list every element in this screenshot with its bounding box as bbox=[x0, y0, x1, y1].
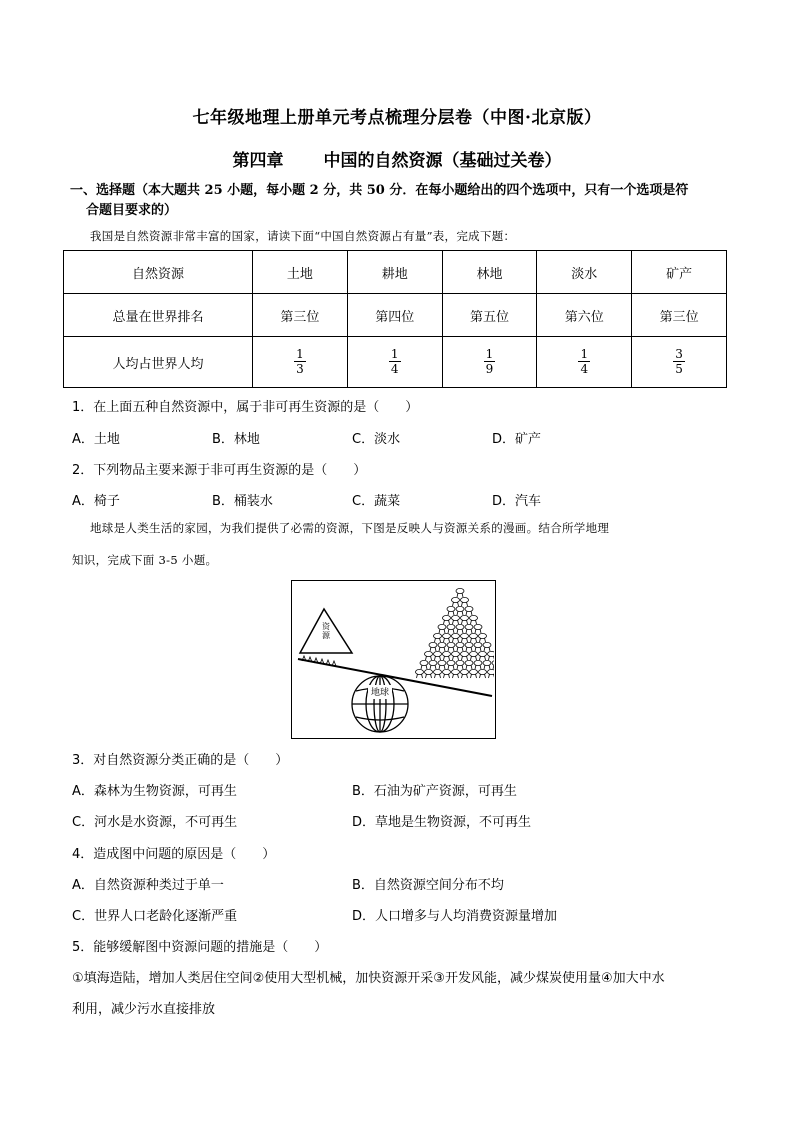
question-5-measures-line2: 利用，减少污水直接排放 bbox=[72, 1002, 216, 1017]
crowd-person bbox=[456, 624, 464, 629]
question-4-option-b[interactable]: B．自然资源空间分布不均 bbox=[352, 878, 504, 893]
crowd-person bbox=[429, 642, 437, 647]
section-heading-line2: 合题目要求的） bbox=[86, 203, 178, 218]
crowd-person bbox=[465, 660, 473, 665]
fraction: $\frac{1}{4}$ bbox=[390, 347, 399, 376]
comic-figure bbox=[291, 580, 496, 739]
crowd-person bbox=[416, 669, 424, 674]
question-3-option-b[interactable]: B．石油为矿产资源，可再生 bbox=[352, 784, 517, 799]
crowd-person bbox=[483, 660, 491, 665]
question-2-stem: 2．下列物品主要来源于非可再生资源的是（ ） bbox=[72, 463, 367, 478]
crowd-person bbox=[434, 669, 442, 674]
table-cell bbox=[442, 337, 537, 388]
table-cell bbox=[253, 337, 348, 388]
crowd-person bbox=[443, 615, 451, 620]
table-cell: 第三位 bbox=[632, 294, 727, 337]
table-header-row bbox=[64, 251, 727, 294]
crowd-person bbox=[492, 660, 494, 665]
chapter-name: 中国的自然资源（基础过关卷） bbox=[323, 151, 562, 171]
question-3-option-c[interactable]: C．河水是水资源，不可再生 bbox=[72, 815, 238, 830]
table-header: 自然资源 bbox=[64, 251, 253, 294]
table-header: 矿产 bbox=[632, 251, 727, 294]
crowd-person bbox=[443, 633, 451, 638]
crowd-person bbox=[456, 642, 464, 647]
crowd-person bbox=[456, 588, 464, 593]
table-cell: 第三位 bbox=[253, 294, 348, 337]
question-4-option-c[interactable]: C．世界人口老龄化逐渐严重 bbox=[72, 909, 238, 924]
row-label: 总量在世界排名 bbox=[64, 294, 253, 337]
crowd-person bbox=[434, 651, 442, 656]
crowd-person bbox=[447, 606, 455, 611]
table-row bbox=[64, 294, 727, 337]
question-5-measures-line1: ①填海造陆，增加人类居住空间②使用大型机械，加快资源开采③开发风能，减少煤炭使用量④加大中水 bbox=[72, 971, 665, 986]
crowd-person bbox=[438, 642, 446, 647]
crowd-person bbox=[425, 651, 433, 656]
question-3-option-d[interactable]: D．草地是生物资源，不可再生 bbox=[352, 815, 532, 830]
crowd-person bbox=[452, 633, 460, 638]
comic-intro-line2: 知识，完成下面 3-5 小题。 bbox=[72, 553, 218, 567]
question-4-stem: 4．造成图中问题的原因是（ ） bbox=[72, 847, 276, 862]
question-4-option-a[interactable]: A．自然资源种类过于单一 bbox=[72, 878, 224, 893]
question-3-option-a[interactable]: A．森林为生物资源，可再生 bbox=[72, 784, 237, 799]
crowd-person-legs bbox=[493, 665, 494, 669]
question-2-option-a[interactable]: A．椅子 bbox=[72, 494, 120, 509]
crowd-person bbox=[452, 651, 460, 656]
crowd-person bbox=[461, 615, 469, 620]
crowd-person bbox=[474, 642, 482, 647]
question-2-option-d[interactable]: D．汽车 bbox=[492, 494, 542, 509]
table-header: 耕地 bbox=[347, 251, 442, 294]
table-cell bbox=[632, 337, 727, 388]
crowd-person bbox=[479, 651, 487, 656]
crowd-person bbox=[488, 651, 495, 656]
crowd-person bbox=[456, 606, 464, 611]
crowd-person bbox=[470, 615, 478, 620]
comic-intro-line1: 地球是人类生活的家园，为我们提供了必需的资源，下图是反映人与资源关系的漫画。结合所学地理 bbox=[90, 521, 610, 535]
page-title: 七年级地理上册单元考点梳理分层卷（中图·北京版） bbox=[192, 108, 602, 128]
table-header: 林地 bbox=[442, 251, 537, 294]
resource-table bbox=[63, 250, 727, 388]
crowd-person bbox=[429, 660, 437, 665]
question-1-option-c[interactable]: C．淡水 bbox=[352, 432, 401, 447]
crowd-person bbox=[461, 651, 469, 656]
fraction: $\frac{1}{3}$ bbox=[296, 347, 304, 376]
crowd-person bbox=[465, 606, 473, 611]
crowd-person bbox=[443, 651, 451, 656]
fraction: $\frac{1}{9}$ bbox=[485, 347, 494, 376]
fraction: $\frac{1}{4}$ bbox=[580, 347, 589, 376]
section-heading-line1: 一、选择题（本大题共 25 小题，每小题 2 分，共 50 分．在每小题给出的四个选项中，只有一个选项是符 bbox=[70, 183, 689, 198]
table-cell bbox=[537, 337, 632, 388]
crowd-person bbox=[465, 642, 473, 647]
question-1-option-d[interactable]: D．矿产 bbox=[492, 432, 542, 447]
table-cell: 第五位 bbox=[442, 294, 537, 337]
crowd-person bbox=[461, 633, 469, 638]
crowd-person bbox=[443, 669, 451, 674]
crowd-person bbox=[465, 624, 473, 629]
crowd-person bbox=[474, 624, 482, 629]
question-2-option-b[interactable]: B．桶装水 bbox=[212, 494, 273, 509]
crowd-person bbox=[470, 669, 478, 674]
table-cell: 第六位 bbox=[537, 294, 632, 337]
crowd-person bbox=[438, 624, 446, 629]
chapter-title bbox=[0, 146, 794, 171]
question-1-option-b[interactable]: B．林地 bbox=[212, 432, 260, 447]
crowd-person bbox=[447, 660, 455, 665]
crowd-person bbox=[420, 660, 428, 665]
question-2-option-c[interactable]: C．蔬菜 bbox=[352, 494, 401, 509]
triangle-label: 资源 bbox=[322, 622, 330, 640]
crowd-person bbox=[434, 633, 442, 638]
crowd-person bbox=[474, 660, 482, 665]
fraction: $\frac{3}{5}$ bbox=[675, 347, 683, 376]
globe-label: 地球 bbox=[370, 688, 389, 698]
crowd-person bbox=[438, 660, 446, 665]
table-intro: 我国是自然资源非常丰富的国家，请读下面“中国自然资源占有量”表，完成下题： bbox=[90, 229, 516, 243]
question-1-stem: 1．在上面五种自然资源中，属于非可再生资源的是（ ） bbox=[72, 400, 419, 415]
crowd-person bbox=[447, 642, 455, 647]
question-3-stem: 3．对自然资源分类正确的是（ ） bbox=[72, 753, 289, 768]
table-cell bbox=[347, 337, 442, 388]
table-cell: 第四位 bbox=[347, 294, 442, 337]
crowd-person bbox=[447, 624, 455, 629]
comic-drawing bbox=[292, 581, 494, 737]
crowd-person bbox=[461, 597, 469, 602]
crowd-person bbox=[488, 669, 495, 674]
row-label: 人均占世界人均 bbox=[64, 337, 253, 388]
crowd-person bbox=[483, 642, 491, 647]
crowd-person bbox=[425, 669, 433, 674]
crowd-person bbox=[479, 633, 487, 638]
chapter-number: 第四章 bbox=[232, 151, 284, 171]
table-row bbox=[64, 337, 727, 388]
crowd-person bbox=[479, 669, 487, 674]
crowd-person bbox=[456, 660, 464, 665]
crowd-person bbox=[452, 597, 460, 602]
crowd-person bbox=[461, 669, 469, 674]
question-5-stem: 5．能够缓解图中资源问题的措施是（ ） bbox=[72, 940, 328, 955]
table-header: 土地 bbox=[253, 251, 348, 294]
crowd-person bbox=[470, 633, 478, 638]
crowd-pyramid bbox=[416, 588, 495, 678]
question-4-option-d[interactable]: D．人口增多与人均消费资源量增加 bbox=[352, 909, 558, 924]
table-header: 淡水 bbox=[537, 251, 632, 294]
crowd-person bbox=[452, 669, 460, 674]
crowd-person bbox=[452, 615, 460, 620]
question-1-option-a[interactable]: A．土地 bbox=[72, 432, 120, 447]
crowd-person bbox=[470, 651, 478, 656]
